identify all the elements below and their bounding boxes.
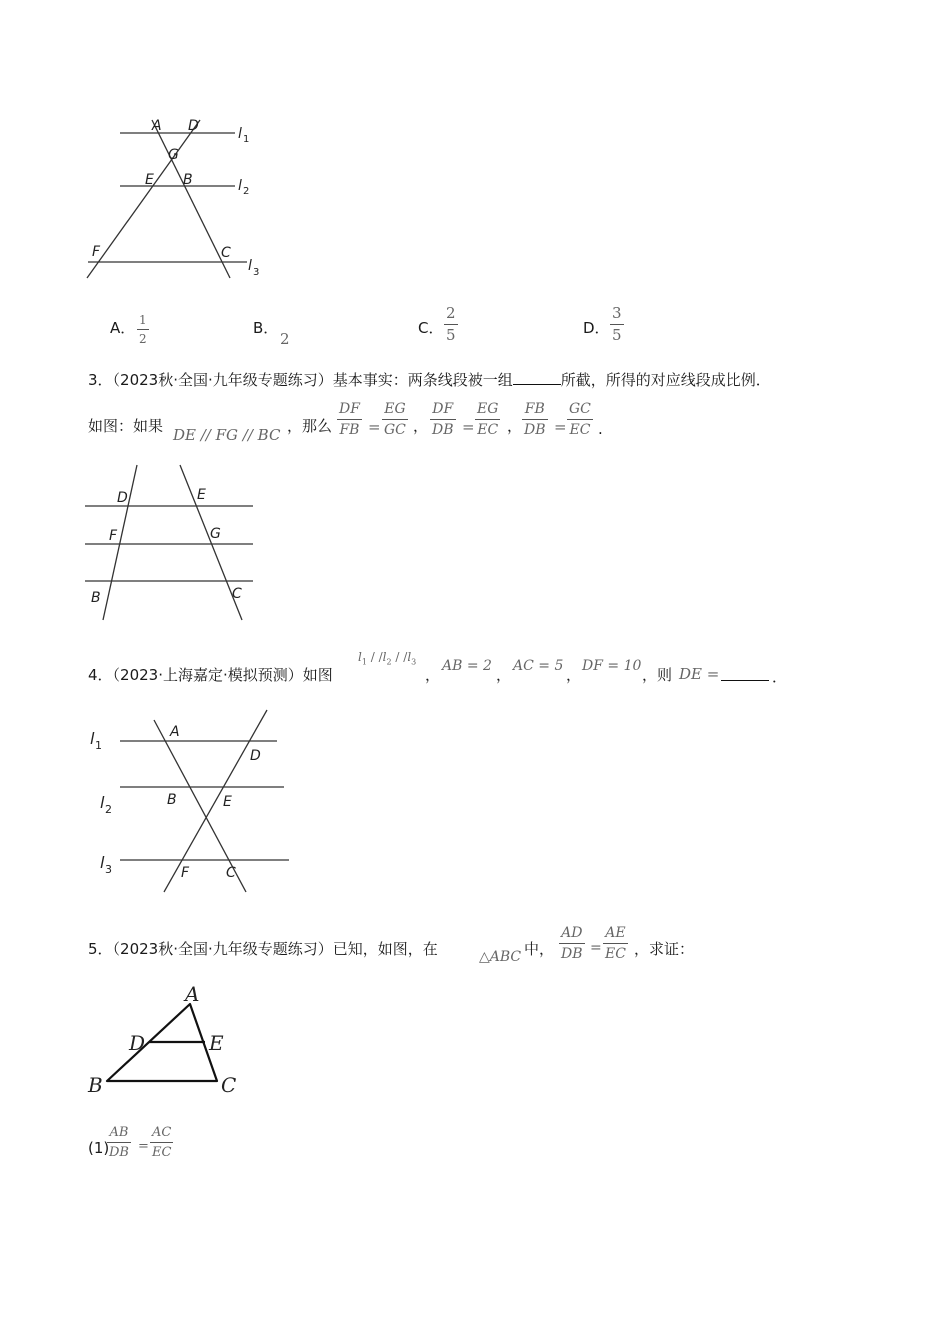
svg-text:3: 3 — [253, 267, 260, 278]
fraction-ab-db: $\frac{AB}{DB}$ — [109, 1125, 129, 1160]
label-l1: l — [238, 126, 242, 142]
fraction-eg-ec: $\frac{EG}{EC}$ — [477, 401, 499, 438]
triangle-abc: △ABC — [479, 949, 522, 965]
svg-text:1: 1 — [95, 739, 102, 752]
label-B: B — [183, 172, 193, 188]
label-l2: l — [100, 793, 105, 812]
parallel-expression: DE // FG // BC — [173, 426, 281, 444]
given-ac: AC = 5 — [513, 658, 564, 674]
option-c-label: C． — [418, 319, 444, 337]
question-5-line-1: 5．（2023秋·全国·九年级专题练习）已知，如图，在 — [88, 940, 438, 958]
question-source: （2023秋·全国·九年级专题练习） — [112, 940, 333, 958]
transversal-df — [87, 120, 200, 278]
part-1-label: (1) — [88, 1139, 110, 1157]
label-E: E — [197, 487, 206, 503]
label-E: E — [223, 794, 232, 810]
option-a-fraction: $\frac{1}{2}$ — [139, 313, 147, 346]
label-G: G — [168, 147, 179, 163]
question-3-line-1: 3．（2023秋·全国·九年级专题练习）基本事实：两条线段被一组 所截，所得的对应线段成比例． — [88, 371, 771, 389]
svg-text:3: 3 — [105, 863, 112, 876]
fraction-eg-gc: $\frac{EG}{GC}$ — [384, 401, 406, 438]
svg-text:2: 2 — [243, 186, 250, 197]
figure-4-triangle — [85, 980, 245, 1100]
label-l1: l — [90, 729, 95, 748]
label-D: D — [129, 1031, 146, 1055]
fraction-df-fb: $\frac{DF}{FB}$ — [339, 401, 360, 438]
option-b-label: B． — [253, 319, 279, 337]
fraction-df-db: $\frac{DF}{DB}$ — [432, 401, 454, 438]
label-l3: l — [248, 258, 252, 274]
unknown-de: DE = — [679, 665, 720, 683]
label-D: D — [250, 748, 261, 764]
option-c-fraction: $\frac{2}{5}$ — [446, 304, 456, 344]
question-number: 3． — [88, 371, 113, 389]
svg-text:2: 2 — [105, 803, 112, 816]
label-D: D — [117, 490, 128, 506]
fraction-ad-db: $\frac{AD}{DB}$ — [561, 925, 583, 962]
fraction-ae-ec: $\frac{AE}{EC}$ — [605, 925, 626, 962]
label-B: B — [88, 1073, 103, 1097]
fraction-fb-db: $\frac{FB}{DB}$ — [524, 401, 546, 438]
question-source: （2023·上海嘉定·模拟预测） — [112, 666, 303, 684]
question-number: 4． — [88, 666, 113, 684]
svg-text:1: 1 — [243, 134, 250, 145]
label-F: F — [181, 865, 190, 881]
label-C: C — [226, 865, 236, 881]
label-l3: l — [100, 853, 105, 872]
label-E: E — [145, 172, 154, 188]
figure-1-parallel-lines — [80, 110, 280, 290]
label-B: B — [91, 590, 101, 606]
label-B: B — [167, 792, 177, 808]
answer-blank[interactable] — [513, 371, 561, 385]
parallel-l1-l2-l3: $l_1 / /l_2 / /l_3$ — [358, 650, 417, 667]
fraction-ac-ec: $\frac{AC}{EC}$ — [152, 1125, 172, 1160]
option-d-label: D． — [583, 319, 610, 337]
label-E: E — [209, 1031, 224, 1055]
question-3-line-2-start: 如图：如果 — [88, 417, 164, 435]
fraction-gc-ec: $\frac{GC}{EC}$ — [569, 401, 591, 438]
transversal-ac — [152, 120, 230, 278]
option-d-fraction: $\frac{3}{5}$ — [612, 304, 622, 344]
label-C: C — [232, 586, 242, 602]
given-ab: AB = 2 — [442, 658, 492, 674]
label-F: F — [109, 528, 118, 544]
figure-2-parallel-lines — [80, 460, 270, 625]
answer-blank[interactable] — [721, 667, 769, 681]
label-l2: l — [238, 178, 242, 194]
label-A: A — [170, 724, 180, 740]
label-F: F — [92, 244, 101, 260]
label-C: C — [221, 1073, 237, 1097]
label-A: A — [185, 982, 200, 1006]
label-C: C — [221, 245, 231, 261]
option-a-label: A． — [110, 319, 136, 337]
label-A: A — [152, 118, 162, 134]
option-b-value: 2 — [280, 330, 290, 348]
figure-3-parallel-lines — [80, 700, 300, 900]
label-G: G — [210, 526, 221, 542]
question-number: 5． — [88, 940, 113, 958]
given-df: DF = 10 — [582, 658, 642, 674]
question-4-line-1: 4．（2023·上海嘉定·模拟预测）如图 — [88, 666, 333, 684]
question-source: （2023秋·全国·九年级专题练习） — [112, 371, 333, 389]
label-D: D — [188, 118, 199, 134]
